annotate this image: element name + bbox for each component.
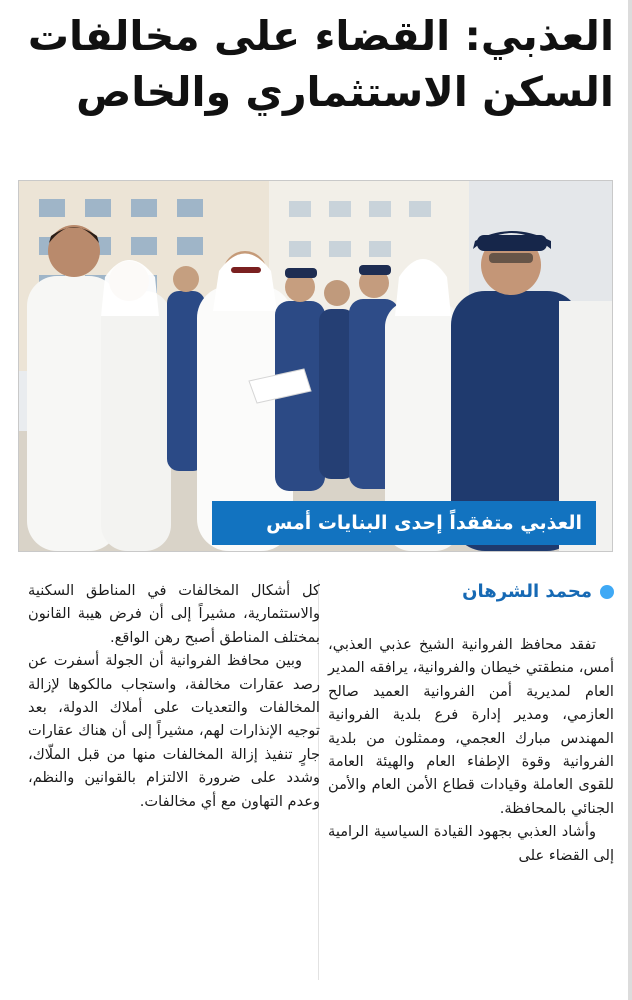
byline-dot-icon xyxy=(600,585,614,599)
headline xyxy=(27,8,614,120)
page-edge-bar xyxy=(628,0,632,1000)
article-column-left xyxy=(28,579,320,813)
news-photo xyxy=(18,180,613,552)
photo-illustration xyxy=(19,181,612,551)
article-paragraph: كل أشكال المخالفات في المناطق السكنية والاستثمارية، مشيراً إلى أن فرض هيبة القانون بمختلف المناطق أصبح رهن الواقع. xyxy=(28,582,320,646)
article-paragraph: وبين محافظ الفروانية أن الجولة أسفرت عن رصد عقارات مخالفة، واستجاب مالكوها لإزالة المخالفات والتعديات على أملاك الدولة، بعد توجيه الإنذارات لهم، مشيراً إلى أن هناك عقارات جارٍ تنفيذ إزالة المخالفات منها من قبل الملّاك، وشدد على ضرورة الالتزام بالقوانين والنظم، وعدم التهاون مع أي مخالفات. xyxy=(28,652,320,810)
photo-caption: العذبي متفقداً إحدى البنايات أمس xyxy=(212,501,596,545)
article-paragraph: وأشاد العذبي بجهود القيادة السياسية الرامية إلى القضاء على xyxy=(328,823,614,864)
byline xyxy=(462,581,614,602)
author-name: محمد الشرهان xyxy=(462,581,592,602)
headline-line-2: السكن الاستثماري والخاص xyxy=(76,68,614,116)
article-paragraph: تفقد محافظ الفروانية الشيخ عذبي العذبي، أمس، منطقتي خيطان والفروانية، يرافقه المدير العام لمديرية أمن الفروانية العميد صالح العازمي، ومدير إدارة فرع بلدية الفروانية المهندس مبارك العجمي، وممثلون من بلدية الفروانية وقوة الإطفاء العام والهيئة العامة للقوى العاملة وقيادات قطاع الأمن العام والأمن الجنائي بالمحافظة. xyxy=(328,636,614,817)
article-column-right xyxy=(328,633,614,867)
headline-line-1: العذبي: القضاء على مخالفات xyxy=(27,12,614,60)
